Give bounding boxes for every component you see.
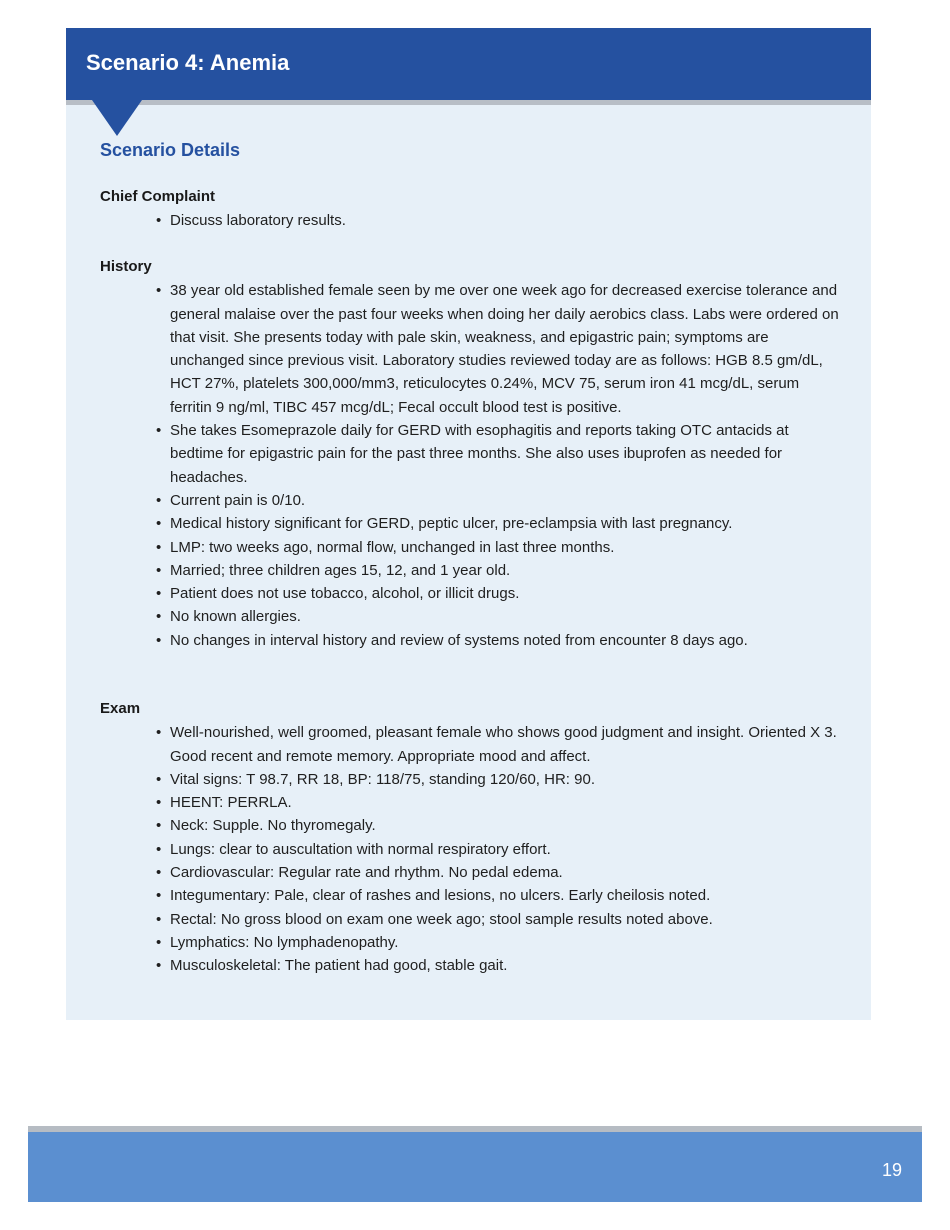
- page-number: 19: [881, 1160, 902, 1180]
- list-item: [154, 512, 840, 535]
- list-item-text: Married; three children ages 15, 12, and 1 year old.: [170, 561, 511, 579]
- list-item-text: Neck: Supple. No thyromegaly.: [170, 817, 376, 835]
- bullet-icon: •: [156, 957, 162, 975]
- bullet-icon: •: [156, 817, 162, 835]
- list-item: [154, 838, 840, 861]
- header-pointer-triangle: [92, 100, 142, 136]
- list-item-text: Musculoskeletal: The patient had good, stable gait.: [170, 957, 508, 975]
- list-item-text: No known allergies.: [170, 608, 301, 626]
- list-item: [154, 582, 840, 605]
- chief-complaint-section: [100, 185, 840, 233]
- list-item-text: LMP: two weeks ago, normal flow, unchanged in last three months.: [170, 538, 615, 556]
- list-item-text: HEENT: PERRLA.: [170, 794, 292, 812]
- list-item-text: 38 year old established female seen by me over one week ago for decreased exercise tolerance and general malaise over the past four weeks when doing her daily aerobics class. Labs were ordered on that visit. She presents today with pale skin, weakness, and epigastric pain; symptoms are unchanged since previous visit. Laboratory studies reviewed today are as follows: HGB 8.5 gm/dL, HCT 27%, platelets 300,000/mm3, reticulocytes 0.24%, MCV 75, serum iron 41 mcg/dL, serum ferritin 9 ng/ml, TIBC 457 mcg/dL; Fecal occult blood test is positive.: [170, 282, 839, 416]
- list-item-text: Well-nourished, well groomed, pleasant female who shows good judgment and insight. Oriented X 3. Good recent and remote memory. Appropriate mood and affect.: [170, 724, 837, 765]
- bullet-icon: •: [156, 887, 162, 905]
- list-item-text: Lymphatics: No lymphadenopathy.: [170, 933, 399, 951]
- list-item: [154, 931, 840, 954]
- bullet-icon: •: [156, 631, 162, 649]
- bullet-icon: •: [156, 933, 162, 951]
- list-item: [154, 559, 840, 582]
- history-label: History: [100, 258, 152, 275]
- bullet-icon: •: [156, 724, 162, 742]
- list-item: [154, 908, 840, 931]
- bullet-icon: •: [156, 515, 162, 533]
- list-item: [154, 721, 840, 768]
- history-list: [154, 279, 840, 652]
- chief-complaint-list: [154, 209, 840, 232]
- bullet-icon: •: [156, 794, 162, 812]
- list-item-text: Rectal: No gross blood on exam one week ago; stool sample results noted above.: [170, 910, 713, 928]
- list-item-text: Cardiovascular: Regular rate and rhythm. No pedal edema.: [170, 864, 563, 882]
- list-item: [154, 536, 840, 559]
- bullet-icon: •: [156, 282, 162, 300]
- bullet-icon: •: [156, 538, 162, 556]
- list-item: [154, 605, 840, 628]
- scenario-title: Scenario 4: Anemia: [86, 50, 290, 75]
- bullet-icon: •: [156, 561, 162, 579]
- list-item-text: No changes in interval history and review of systems noted from encounter 8 days ago.: [170, 631, 748, 649]
- list-item: [154, 861, 840, 884]
- bullet-icon: •: [156, 491, 162, 509]
- list-item-text: Patient does not use tobacco, alcohol, or illicit drugs.: [170, 585, 520, 603]
- list-item: [154, 884, 840, 907]
- list-item-text: Medical history significant for GERD, peptic ulcer, pre-eclampsia with last pregnancy.: [170, 515, 733, 533]
- exam-label: Exam: [100, 700, 141, 717]
- header-divider: [66, 100, 871, 105]
- bullet-icon: •: [156, 910, 162, 928]
- chief-complaint-label: Chief Complaint: [100, 188, 215, 205]
- scenario-header-bar: [66, 28, 871, 100]
- list-item: [154, 279, 840, 419]
- list-item: [154, 768, 840, 791]
- bullet-icon: •: [156, 770, 162, 788]
- list-item-text: Vital signs: T 98.7, RR 18, BP: 118/75, standing 120/60, HR: 90.: [170, 770, 595, 788]
- list-item: [154, 629, 840, 652]
- list-item-text: Discuss laboratory results.: [170, 212, 346, 230]
- history-section: [100, 255, 840, 652]
- list-item-text: She takes Esomeprazole daily for GERD with esophagitis and reports taking OTC antacids at bedtime for epigastric pain for the past three months. She also uses ibuprofen as needed for headaches.: [170, 422, 789, 486]
- list-item-text: Lungs: clear to auscultation with normal respiratory effort.: [170, 840, 551, 858]
- scenario-panel: [66, 28, 871, 1020]
- bullet-icon: •: [156, 608, 162, 626]
- exam-section: [100, 697, 840, 978]
- list-item: [154, 209, 840, 232]
- bullet-icon: •: [156, 840, 162, 858]
- footer-bar: [28, 1132, 922, 1202]
- list-item: [154, 954, 840, 977]
- section-heading: Scenario Details: [100, 140, 241, 160]
- list-item-text: Integumentary: Pale, clear of rashes and lesions, no ulcers. Early cheilosis noted.: [170, 887, 711, 905]
- bullet-icon: •: [156, 585, 162, 603]
- bullet-icon: •: [156, 422, 162, 440]
- exam-list: [154, 721, 840, 977]
- list-item: [154, 489, 840, 512]
- list-item: [154, 419, 840, 489]
- list-item: [154, 814, 840, 837]
- list-item: [154, 791, 840, 814]
- bullet-icon: •: [156, 212, 162, 230]
- list-item-text: Current pain is 0/10.: [170, 491, 306, 509]
- bullet-icon: •: [156, 864, 162, 882]
